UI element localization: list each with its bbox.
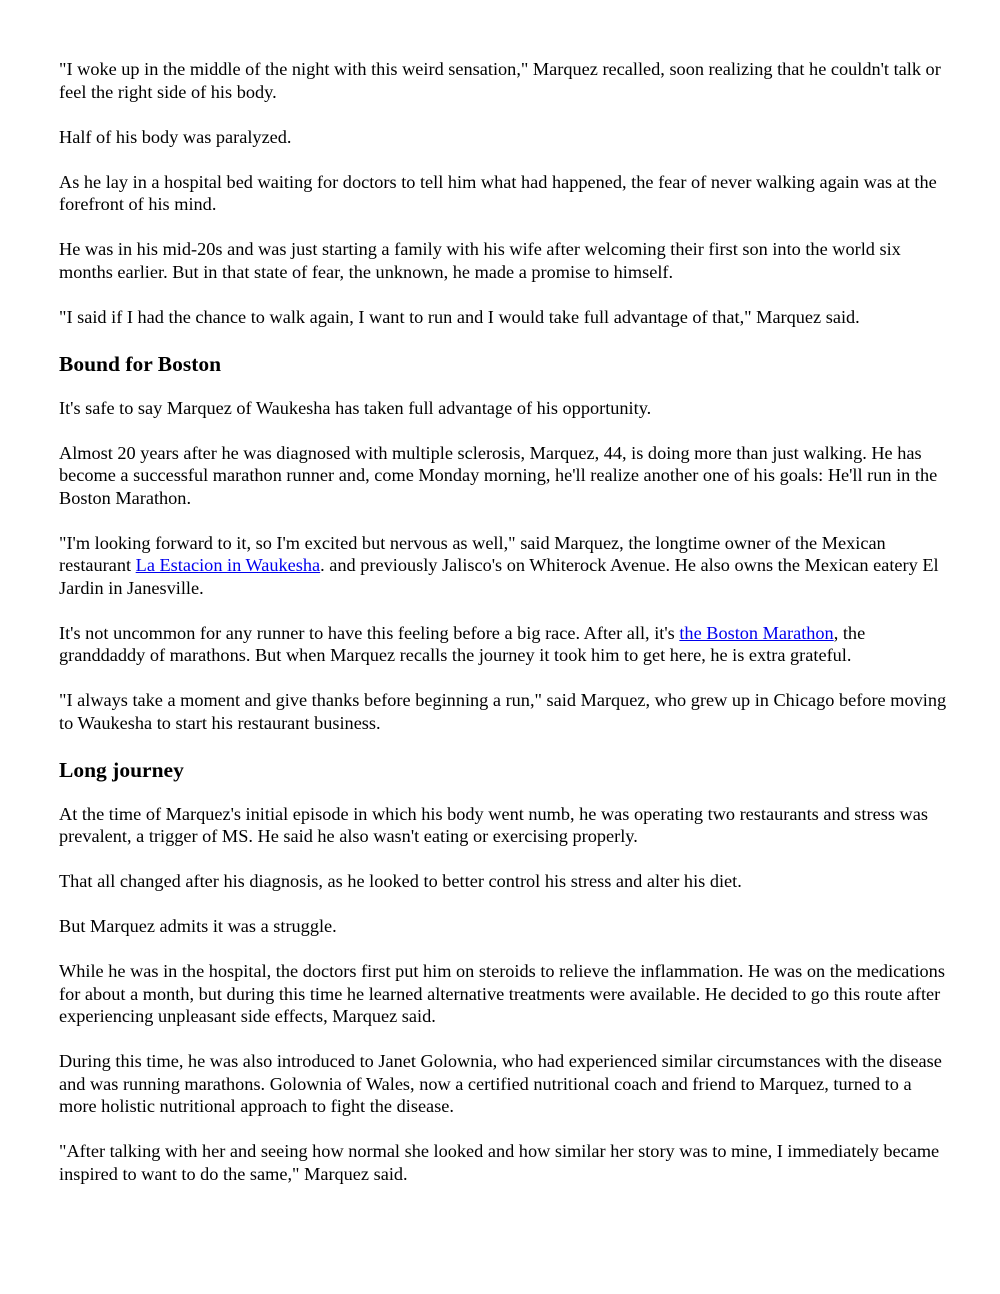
- paragraph: At the time of Marquez's initial episode in which his body went numb, he was operating two restaurants and stress was prevalent, a trigger of MS. He said he also wasn't eating or exercising properly.: [59, 803, 928, 846]
- article-body: [59, 58, 949, 1208]
- la-estacion-link[interactable]: La Estacion in Waukesha: [135, 555, 321, 575]
- paragraph: While he was in the hospital, the doctors first put him on steroids to relieve the inflammation. He was on the medications for about a month, but during this time he learned alternative treatments were available. He decided to go this route after experiencing unpleasant side effects, Marquez said.: [59, 961, 945, 1026]
- section-heading-long-journey: Long journey: [59, 757, 184, 782]
- boston-marathon-link[interactable]: the Boston Marathon: [679, 622, 834, 643]
- paragraph-text: , the granddaddy of marathons. But when Marquez recalls the journey it took him to get here, he is extra grateful.: [59, 622, 866, 665]
- paragraph: During this time, he was also introduced to Janet Golownia, who had experienced similar circumstances with the disease and was running marathons. Golownia of Wales, now a certified nutritional coach and friend to Marquez, turned to a more holistic nutritional approach to fight the disease.: [59, 1051, 942, 1116]
- paragraph-text: "I'm looking forward to it, so I'm excited but nervous as well," said Marquez, the longtime owner of the Mexican restaurant: [59, 532, 886, 575]
- paragraph: Half of his body was paralyzed.: [59, 126, 292, 147]
- paragraph: "I said if I had the chance to walk again, I want to run and I would take full advantage of that," Marquez said.: [59, 306, 860, 327]
- paragraph-with-link: [59, 532, 949, 600]
- paragraph: It's safe to say Marquez of Waukesha has taken full advantage of his opportunity.: [59, 397, 652, 418]
- paragraph-text: . and previously Jalisco's on Whiterock Avenue. He also owns the Mexican eatery El Jardin in Janesville.: [59, 555, 939, 598]
- paragraph: "I woke up in the middle of the night with this weird sensation," Marquez recalled, soon realizing that he couldn't talk or feel the right side of his body.: [59, 59, 941, 102]
- paragraph: But Marquez admits it was a struggle.: [59, 916, 337, 936]
- paragraph-text: It's not uncommon for any runner to have this feeling before a big race. After all, it's: [59, 622, 680, 643]
- paragraph-with-link: [59, 622, 949, 667]
- section-heading-bound-for-boston: Bound for Boston: [59, 351, 222, 376]
- paragraph: That all changed after his diagnosis, as he looked to better control his stress and alter his diet.: [59, 871, 742, 891]
- paragraph: As he lay in a hospital bed waiting for doctors to tell him what had happened, the fear of never walking again was at the forefront of his mind.: [59, 171, 937, 214]
- paragraph: He was in his mid-20s and was just starting a family with his wife after welcoming their first son into the world six months earlier. But in that state of fear, the unknown, he made a promise to himself.: [59, 239, 901, 282]
- paragraph: Almost 20 years after he was diagnosed with multiple sclerosis, Marquez, 44, is doing more than just walking. He has become a successful marathon runner and, come Monday morning, he'll realize another one of his goals: He'll run in the Boston Marathon.: [59, 442, 938, 508]
- paragraph: "After talking with her and seeing how normal she looked and how similar her story was to mine, I immediately became inspired to want to do the same," Marquez said.: [59, 1141, 940, 1184]
- paragraph: "I always take a moment and give thanks before beginning a run," said Marquez, who grew up in Chicago before moving to Waukesha to start his restaurant business.: [59, 690, 947, 733]
